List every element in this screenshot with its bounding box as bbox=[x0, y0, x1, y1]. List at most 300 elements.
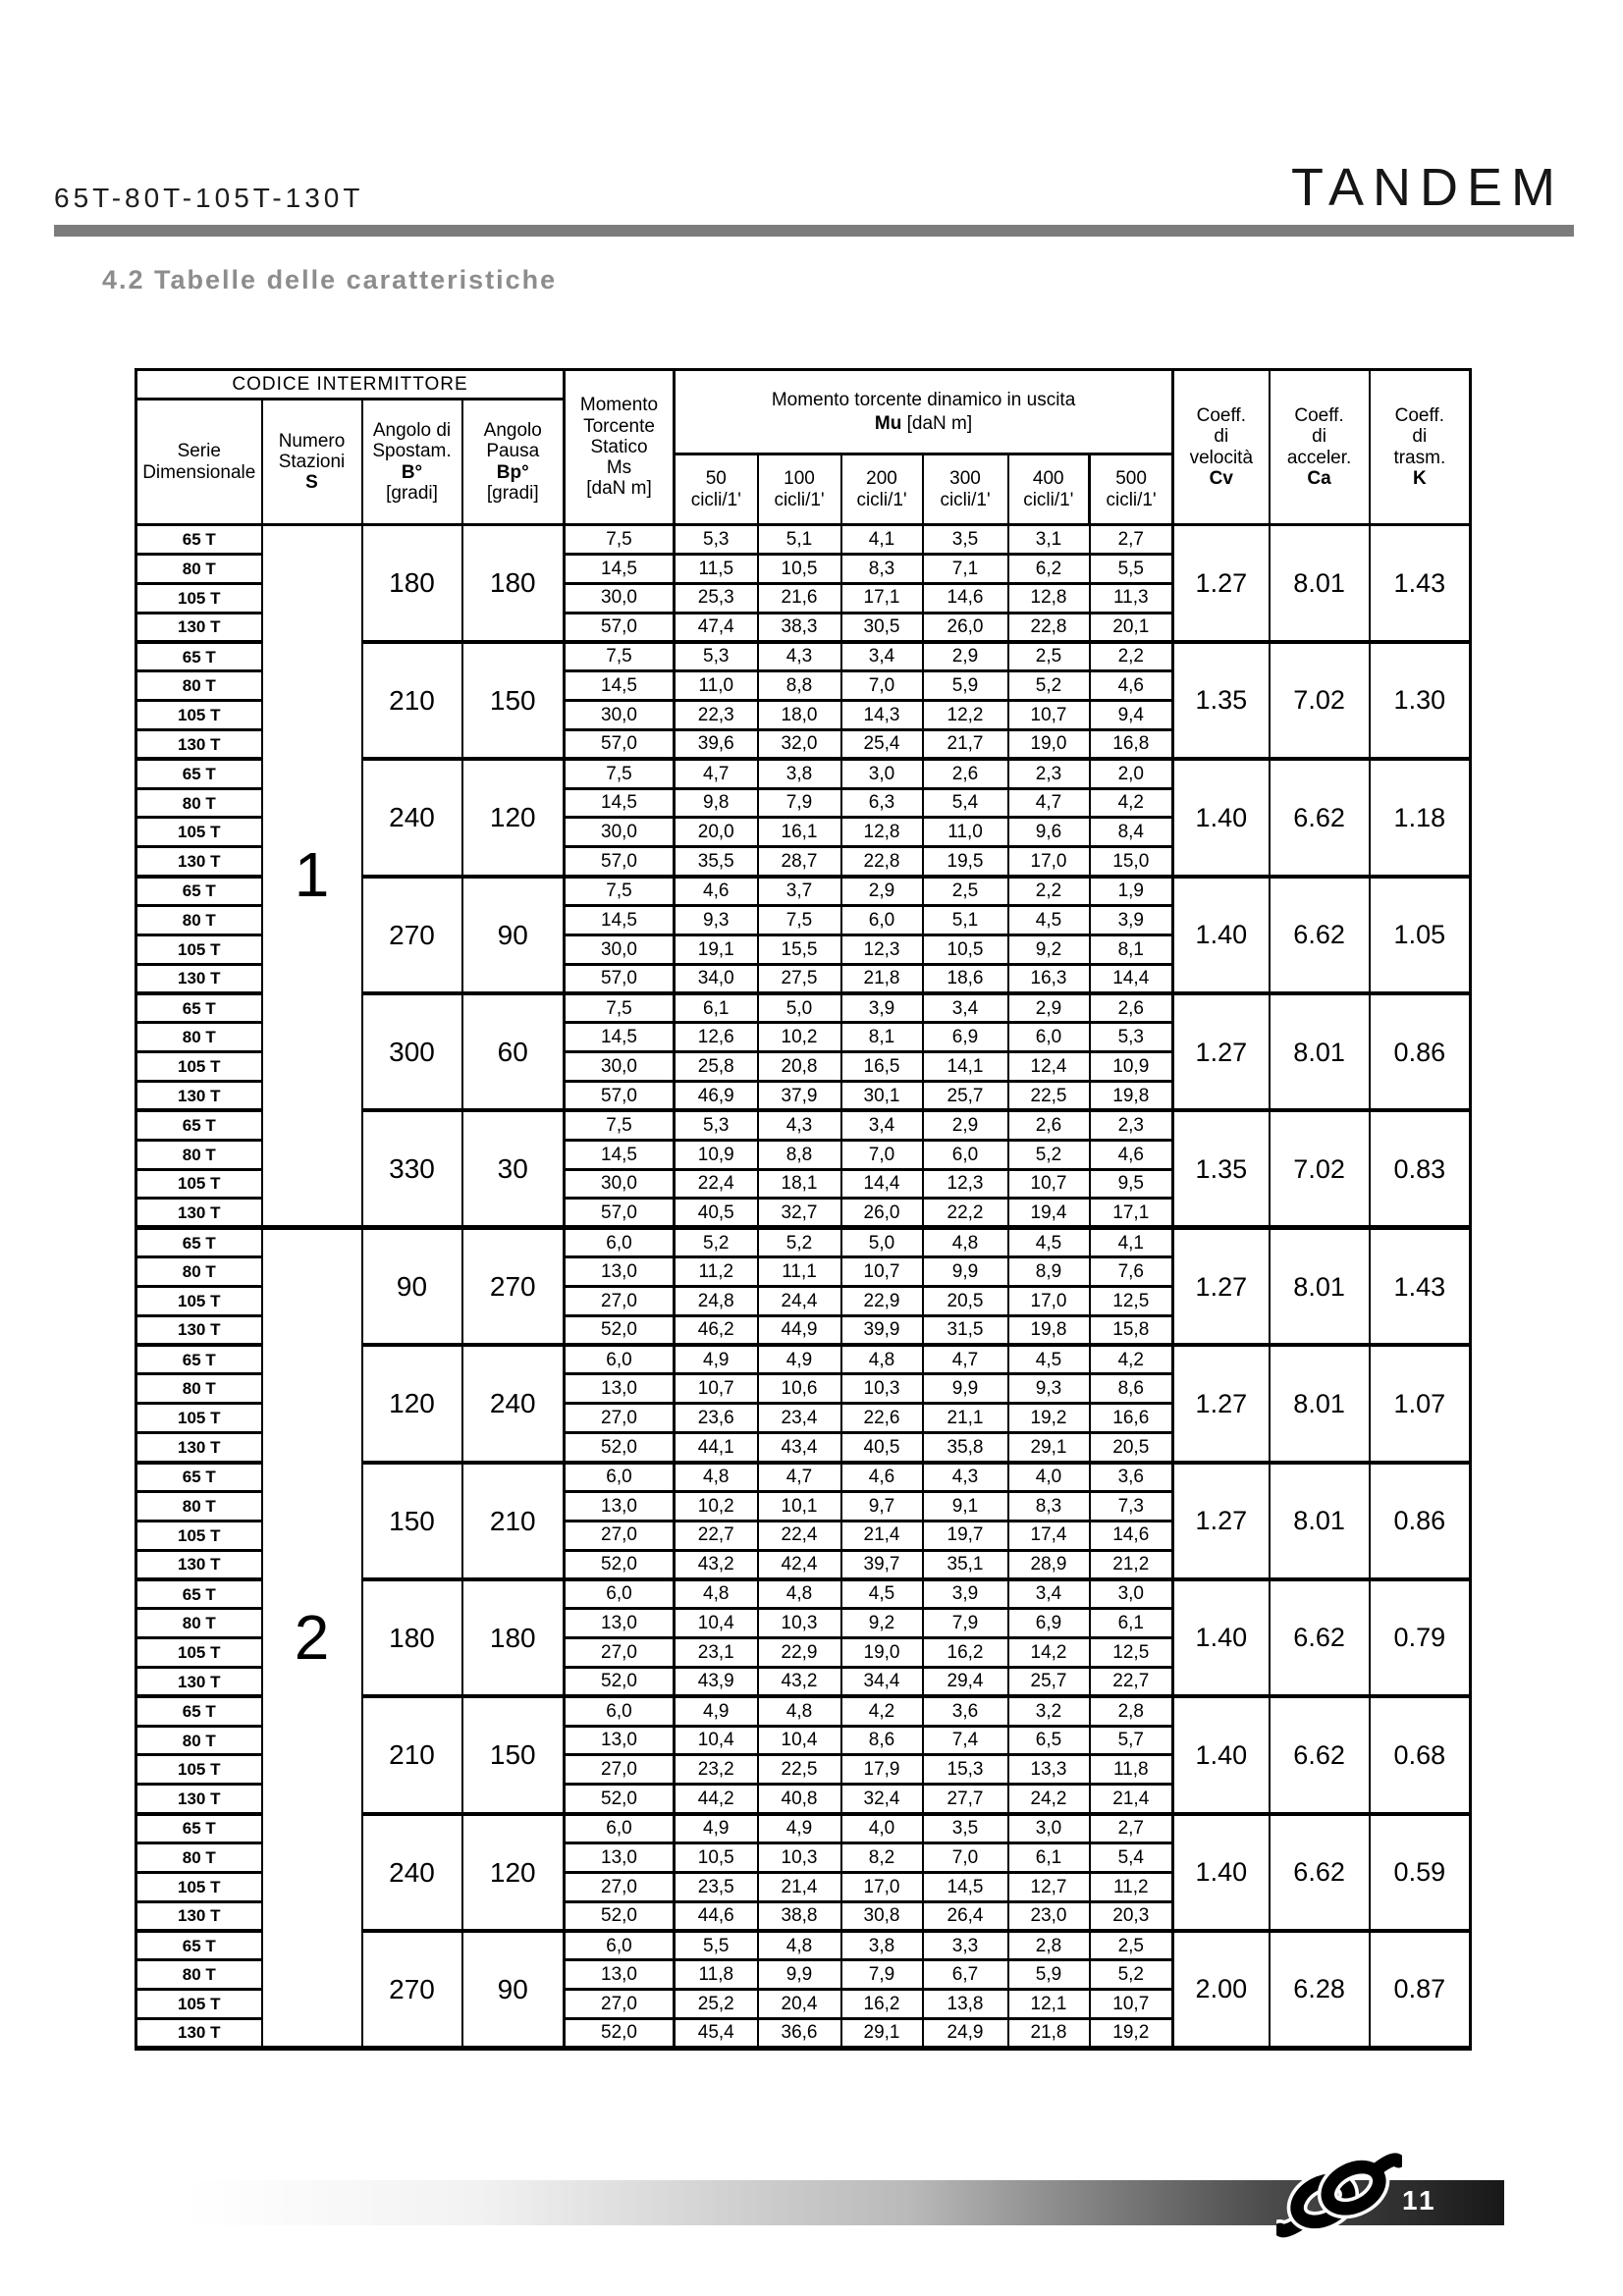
mu-cell: 3,4 bbox=[841, 642, 923, 671]
mu-cell: 8,1 bbox=[1090, 934, 1173, 964]
mu-cell: 9,2 bbox=[841, 1609, 923, 1638]
ms-cell: 30,0 bbox=[565, 934, 675, 964]
mu-cell: 24,8 bbox=[675, 1286, 758, 1315]
mu-cell: 9,5 bbox=[1090, 1169, 1173, 1199]
ms-cell: 52,0 bbox=[565, 1901, 675, 1931]
mu-cell: 6,0 bbox=[923, 1140, 1008, 1169]
ms-cell: 6,0 bbox=[565, 1814, 675, 1843]
mu-cell: 5,0 bbox=[758, 993, 841, 1023]
serie-cell: 80 T bbox=[136, 671, 262, 701]
mu-cell: 22,7 bbox=[1090, 1667, 1173, 1696]
mu-cell: 21,7 bbox=[923, 729, 1008, 759]
serie-cell: 80 T bbox=[136, 905, 262, 934]
mu-cell: 30,8 bbox=[841, 1901, 923, 1931]
mu-cell: 5,2 bbox=[1090, 1960, 1173, 1990]
mu-cell: 4,8 bbox=[675, 1463, 758, 1492]
angolo-spostamento-cell: 330 bbox=[362, 1110, 462, 1227]
mu-cell: 21,8 bbox=[841, 964, 923, 993]
mu-cell: 3,0 bbox=[841, 759, 923, 788]
mu-cell: 34,4 bbox=[841, 1667, 923, 1696]
mu-cell: 17,4 bbox=[1008, 1521, 1090, 1550]
mu-cell: 3,4 bbox=[841, 1110, 923, 1140]
mu-cell: 12,7 bbox=[1008, 1872, 1090, 1901]
mu-cell: 3,3 bbox=[923, 1931, 1008, 1960]
mu-cell: 2,6 bbox=[1090, 993, 1173, 1023]
mu-cell: 14,3 bbox=[841, 701, 923, 730]
mu-cell: 20,3 bbox=[1090, 1901, 1173, 1931]
mu-cell: 4,6 bbox=[1090, 671, 1173, 701]
mu-cell: 44,2 bbox=[675, 1785, 758, 1814]
mu-cell: 20,1 bbox=[1090, 613, 1173, 642]
angolo-pausa-cell: 210 bbox=[462, 1463, 565, 1579]
momento-dinamico-header: Momento torcente dinamico in uscita Mu [daN m] bbox=[675, 370, 1173, 454]
angolo-spostamento-cell: 240 bbox=[362, 1814, 462, 1931]
mu-cell: 12,5 bbox=[1090, 1286, 1173, 1315]
mu-cell: 11,8 bbox=[1090, 1755, 1173, 1785]
stazioni-cell: 2 bbox=[262, 1228, 362, 2049]
mu-cell: 23,4 bbox=[758, 1404, 841, 1433]
mu-cell: 18,6 bbox=[923, 964, 1008, 993]
mu-cell: 24,9 bbox=[923, 2019, 1008, 2049]
mu-cell: 10,7 bbox=[1090, 1990, 1173, 2019]
k-cell: 0.68 bbox=[1370, 1696, 1471, 1813]
mu-cell: 4,3 bbox=[923, 1463, 1008, 1492]
mu-cell: 16,2 bbox=[841, 1990, 923, 2019]
k-cell: 0.86 bbox=[1370, 993, 1471, 1110]
mu-cell: 39,9 bbox=[841, 1315, 923, 1345]
mu-cell: 44,6 bbox=[675, 1901, 758, 1931]
mu-cell: 9,7 bbox=[841, 1491, 923, 1521]
mu-cell: 3,6 bbox=[923, 1696, 1008, 1726]
mu-cell: 10,3 bbox=[758, 1842, 841, 1872]
angolo-spostamento-header: Angolo di Spostam. B° [gradi] bbox=[362, 400, 462, 525]
k-cell: 1.05 bbox=[1370, 877, 1471, 993]
ms-cell: 52,0 bbox=[565, 1315, 675, 1345]
ms-cell: 27,0 bbox=[565, 1521, 675, 1550]
mu-cell: 8,3 bbox=[841, 554, 923, 583]
mu-cell: 5,9 bbox=[1008, 1960, 1090, 1990]
mu-cell: 10,7 bbox=[841, 1257, 923, 1287]
serie-cell: 130 T bbox=[136, 613, 262, 642]
ca-cell: 8.01 bbox=[1270, 993, 1370, 1110]
mu-cell: 22,4 bbox=[758, 1521, 841, 1550]
ms-cell: 13,0 bbox=[565, 1726, 675, 1755]
mu-cell: 2,8 bbox=[1090, 1696, 1173, 1726]
ms-cell: 27,0 bbox=[565, 1404, 675, 1433]
mu-cell: 43,2 bbox=[758, 1667, 841, 1696]
serie-cell: 65 T bbox=[136, 1696, 262, 1726]
codice-intermittore-header: CODICE INTERMITTORE bbox=[136, 370, 565, 400]
coeff-trasm-header: Coeff. di trasm. K bbox=[1370, 370, 1471, 525]
mu-cell: 5,5 bbox=[675, 1931, 758, 1960]
mu-cell: 15,5 bbox=[758, 934, 841, 964]
mu-cell: 3,8 bbox=[841, 1931, 923, 1960]
mu-cell: 16,3 bbox=[1008, 964, 1090, 993]
mu-cell: 19,0 bbox=[841, 1638, 923, 1668]
mu-cell: 7,3 bbox=[1090, 1491, 1173, 1521]
angolo-spostamento-cell: 150 bbox=[362, 1463, 462, 1579]
ms-cell: 30,0 bbox=[565, 818, 675, 847]
ms-cell: 57,0 bbox=[565, 1082, 675, 1111]
mu-cell: 7,0 bbox=[923, 1842, 1008, 1872]
mu-cell: 15,0 bbox=[1090, 847, 1173, 877]
serie-cell: 65 T bbox=[136, 993, 262, 1023]
serie-cell: 80 T bbox=[136, 1140, 262, 1169]
angolo-pausa-cell: 150 bbox=[462, 642, 565, 759]
mu-cell: 47,4 bbox=[675, 613, 758, 642]
mu-cell: 23,1 bbox=[675, 1638, 758, 1668]
cv-cell: 1.27 bbox=[1173, 993, 1270, 1110]
ms-cell: 14,5 bbox=[565, 1023, 675, 1052]
ca-cell: 6.28 bbox=[1270, 1931, 1370, 2048]
angolo-spostamento-cell: 120 bbox=[362, 1345, 462, 1462]
mu-cell: 3,5 bbox=[923, 525, 1008, 555]
mu-cell: 5,2 bbox=[675, 1228, 758, 1257]
mu-cell: 9,9 bbox=[923, 1374, 1008, 1404]
k-cell: 1.43 bbox=[1370, 1228, 1471, 1345]
cycles-500-header: 500 cicli/1' bbox=[1090, 454, 1173, 525]
angolo-pausa-cell: 180 bbox=[462, 525, 565, 642]
mu-cell: 3,2 bbox=[1008, 1696, 1090, 1726]
ms-cell: 7,5 bbox=[565, 1110, 675, 1140]
mu-cell: 17,0 bbox=[1008, 847, 1090, 877]
mu-cell: 16,8 bbox=[1090, 729, 1173, 759]
angolo-spostamento-cell: 270 bbox=[362, 877, 462, 993]
mu-cell: 25,7 bbox=[1008, 1667, 1090, 1696]
ms-cell: 30,0 bbox=[565, 1052, 675, 1082]
ms-cell: 13,0 bbox=[565, 1960, 675, 1990]
mu-cell: 9,9 bbox=[758, 1960, 841, 1990]
cv-cell: 1.40 bbox=[1173, 877, 1270, 993]
mu-cell: 10,6 bbox=[758, 1374, 841, 1404]
mu-cell: 4,8 bbox=[923, 1228, 1008, 1257]
mu-cell: 7,9 bbox=[758, 788, 841, 818]
mu-cell: 2,9 bbox=[841, 877, 923, 906]
mu-cell: 40,8 bbox=[758, 1785, 841, 1814]
ms-cell: 27,0 bbox=[565, 1990, 675, 2019]
mu-cell: 25,4 bbox=[841, 729, 923, 759]
ms-cell: 57,0 bbox=[565, 1199, 675, 1228]
mu-cell: 4,1 bbox=[841, 525, 923, 555]
mu-cell: 10,5 bbox=[675, 1842, 758, 1872]
ms-cell: 27,0 bbox=[565, 1638, 675, 1668]
mu-cell: 5,7 bbox=[1090, 1726, 1173, 1755]
mu-cell: 4,8 bbox=[841, 1345, 923, 1374]
ms-cell: 14,5 bbox=[565, 1140, 675, 1169]
ms-cell: 27,0 bbox=[565, 1755, 675, 1785]
angolo-pausa-cell: 60 bbox=[462, 993, 565, 1110]
mu-cell: 4,5 bbox=[1008, 1228, 1090, 1257]
mu-cell: 26,0 bbox=[841, 1199, 923, 1228]
mu-cell: 2,5 bbox=[923, 877, 1008, 906]
angolo-pausa-cell: 90 bbox=[462, 1931, 565, 2048]
serie-cell: 65 T bbox=[136, 1579, 262, 1609]
mu-cell: 9,8 bbox=[675, 788, 758, 818]
serie-cell: 80 T bbox=[136, 1726, 262, 1755]
mu-cell: 4,0 bbox=[1008, 1463, 1090, 1492]
mu-cell: 43,2 bbox=[675, 1550, 758, 1579]
serie-cell: 65 T bbox=[136, 1463, 262, 1492]
mu-cell: 19,2 bbox=[1008, 1404, 1090, 1433]
mu-cell: 5,2 bbox=[1008, 671, 1090, 701]
mu-cell: 25,7 bbox=[923, 1082, 1008, 1111]
mu-cell: 2,6 bbox=[923, 759, 1008, 788]
mu-cell: 2,0 bbox=[1090, 759, 1173, 788]
mu-cell: 5,4 bbox=[923, 788, 1008, 818]
mu-cell: 10,7 bbox=[675, 1374, 758, 1404]
mu-cell: 28,7 bbox=[758, 847, 841, 877]
mu-cell: 38,3 bbox=[758, 613, 841, 642]
coeff-velocita-header: Coeff. di velocità Cv bbox=[1173, 370, 1270, 525]
mu-cell: 4,9 bbox=[675, 1345, 758, 1374]
k-cell: 0.59 bbox=[1370, 1814, 1471, 1931]
mu-cell: 6,1 bbox=[1090, 1609, 1173, 1638]
mu-cell: 11,2 bbox=[675, 1257, 758, 1287]
mu-cell: 5,3 bbox=[675, 642, 758, 671]
mu-cell: 2,3 bbox=[1090, 1110, 1173, 1140]
mu-cell: 3,6 bbox=[1090, 1463, 1173, 1492]
serie-cell: 130 T bbox=[136, 1082, 262, 1111]
cv-cell: 1.40 bbox=[1173, 1696, 1270, 1813]
serie-cell: 105 T bbox=[136, 1169, 262, 1199]
mu-cell: 22,5 bbox=[758, 1755, 841, 1785]
cycles-200-header: 200 cicli/1' bbox=[841, 454, 923, 525]
mu-cell: 3,9 bbox=[841, 993, 923, 1023]
mu-cell: 25,2 bbox=[675, 1990, 758, 2019]
ms-cell: 13,0 bbox=[565, 1257, 675, 1287]
mu-cell: 10,9 bbox=[1090, 1052, 1173, 1082]
mu-cell: 4,3 bbox=[758, 642, 841, 671]
mu-cell: 10,7 bbox=[1008, 1169, 1090, 1199]
mu-cell: 38,8 bbox=[758, 1901, 841, 1931]
serie-cell: 105 T bbox=[136, 701, 262, 730]
mu-cell: 29,1 bbox=[1008, 1433, 1090, 1463]
mu-cell: 3,0 bbox=[1008, 1814, 1090, 1843]
k-cell: 0.87 bbox=[1370, 1931, 1471, 2048]
mu-cell: 4,6 bbox=[1090, 1140, 1173, 1169]
mu-cell: 45,4 bbox=[675, 2019, 758, 2049]
ms-cell: 6,0 bbox=[565, 1463, 675, 1492]
mu-cell: 5,3 bbox=[675, 525, 758, 555]
ms-cell: 6,0 bbox=[565, 1228, 675, 1257]
mu-cell: 5,4 bbox=[1090, 1842, 1173, 1872]
header-rule bbox=[54, 225, 1574, 237]
mu-cell: 4,8 bbox=[758, 1696, 841, 1726]
mu-cell: 10,4 bbox=[758, 1726, 841, 1755]
ms-cell: 7,5 bbox=[565, 525, 675, 555]
mu-cell: 2,6 bbox=[1008, 1110, 1090, 1140]
mu-cell: 16,5 bbox=[841, 1052, 923, 1082]
mu-cell: 19,1 bbox=[675, 934, 758, 964]
mu-cell: 35,5 bbox=[675, 847, 758, 877]
mu-cell: 23,2 bbox=[675, 1755, 758, 1785]
serie-cell: 105 T bbox=[136, 1755, 262, 1785]
mu-cell: 9,3 bbox=[1008, 1374, 1090, 1404]
mu-cell: 24,4 bbox=[758, 1286, 841, 1315]
mu-cell: 6,9 bbox=[1008, 1609, 1090, 1638]
mu-cell: 13,8 bbox=[923, 1990, 1008, 2019]
cv-cell: 1.40 bbox=[1173, 759, 1270, 876]
mu-cell: 11,3 bbox=[1090, 583, 1173, 613]
mu-cell: 4,1 bbox=[1090, 1228, 1173, 1257]
ca-cell: 7.02 bbox=[1270, 1110, 1370, 1227]
mu-cell: 27,7 bbox=[923, 1785, 1008, 1814]
cv-cell: 1.27 bbox=[1173, 525, 1270, 642]
mu-cell: 8,1 bbox=[841, 1023, 923, 1052]
mu-cell: 35,1 bbox=[923, 1550, 1008, 1579]
mu-cell: 11,0 bbox=[923, 818, 1008, 847]
ms-cell: 14,5 bbox=[565, 788, 675, 818]
cycles-400-header: 400 cicli/1' bbox=[1008, 454, 1090, 525]
mu-cell: 10,1 bbox=[758, 1491, 841, 1521]
mu-cell: 16,1 bbox=[758, 818, 841, 847]
serie-cell: 130 T bbox=[136, 1315, 262, 1345]
characteristics-table bbox=[135, 368, 1472, 2051]
mu-cell: 17,0 bbox=[841, 1872, 923, 1901]
mu-cell: 22,3 bbox=[675, 701, 758, 730]
mu-cell: 12,2 bbox=[923, 701, 1008, 730]
k-cell: 1.07 bbox=[1370, 1345, 1471, 1462]
mu-cell: 22,6 bbox=[841, 1404, 923, 1433]
ms-cell: 6,0 bbox=[565, 1579, 675, 1609]
mu-cell: 2,9 bbox=[923, 1110, 1008, 1140]
mu-cell: 21,4 bbox=[841, 1521, 923, 1550]
mu-cell: 7,0 bbox=[841, 1140, 923, 1169]
mu-cell: 7,0 bbox=[841, 671, 923, 701]
mu-cell: 6,0 bbox=[1008, 1023, 1090, 1052]
mu-cell: 9,9 bbox=[923, 1257, 1008, 1287]
mu-cell: 14,6 bbox=[1090, 1521, 1173, 1550]
angolo-pausa-cell: 120 bbox=[462, 759, 565, 876]
mu-cell: 4,2 bbox=[841, 1696, 923, 1726]
mu-cell: 2,7 bbox=[1090, 525, 1173, 555]
mu-cell: 18,0 bbox=[758, 701, 841, 730]
mu-cell: 4,6 bbox=[841, 1463, 923, 1492]
mu-cell: 6,1 bbox=[1008, 1842, 1090, 1872]
mu-cell: 8,2 bbox=[841, 1842, 923, 1872]
mu-cell: 8,9 bbox=[1008, 1257, 1090, 1287]
momento-statico-header: Momento Torcente Statico Ms [daN m] bbox=[565, 370, 675, 525]
cycles-50-header: 50 cicli/1' bbox=[675, 454, 758, 525]
mu-cell: 14,6 bbox=[923, 583, 1008, 613]
mu-cell: 12,3 bbox=[923, 1169, 1008, 1199]
ca-cell: 6.62 bbox=[1270, 1696, 1370, 1813]
mu-cell: 5,9 bbox=[923, 671, 1008, 701]
ms-cell: 27,0 bbox=[565, 1286, 675, 1315]
brand-wordmark: TANDEM bbox=[1291, 158, 1564, 217]
mu-cell: 4,7 bbox=[675, 759, 758, 788]
mu-cell: 6,7 bbox=[923, 1960, 1008, 1990]
mu-cell: 39,6 bbox=[675, 729, 758, 759]
mu-cell: 22,9 bbox=[758, 1638, 841, 1668]
cv-cell: 1.27 bbox=[1173, 1463, 1270, 1579]
serie-cell: 65 T bbox=[136, 642, 262, 671]
mu-cell: 19,4 bbox=[1008, 1199, 1090, 1228]
mu-cell: 30,5 bbox=[841, 613, 923, 642]
serie-cell: 105 T bbox=[136, 1404, 262, 1433]
mu-cell: 32,0 bbox=[758, 729, 841, 759]
mu-cell: 28,9 bbox=[1008, 1550, 1090, 1579]
mu-cell: 22,5 bbox=[1008, 1082, 1090, 1111]
mu-cell: 21,2 bbox=[1090, 1550, 1173, 1579]
mu-cell: 36,6 bbox=[758, 2019, 841, 2049]
mu-cell: 14,1 bbox=[923, 1052, 1008, 1082]
mu-cell: 11,8 bbox=[675, 1960, 758, 1990]
ms-cell: 57,0 bbox=[565, 964, 675, 993]
mu-cell: 7,9 bbox=[841, 1960, 923, 1990]
mu-cell: 46,2 bbox=[675, 1315, 758, 1345]
angolo-spostamento-cell: 210 bbox=[362, 1696, 462, 1813]
mu-cell: 20,4 bbox=[758, 1990, 841, 2019]
ca-cell: 6.62 bbox=[1270, 1579, 1370, 1696]
ms-cell: 6,0 bbox=[565, 1345, 675, 1374]
cv-cell: 1.40 bbox=[1173, 1579, 1270, 1696]
mu-cell: 4,3 bbox=[758, 1110, 841, 1140]
k-cell: 0.79 bbox=[1370, 1579, 1471, 1696]
serie-cell: 80 T bbox=[136, 788, 262, 818]
mu-cell: 43,4 bbox=[758, 1433, 841, 1463]
serie-cell: 130 T bbox=[136, 1433, 262, 1463]
mu-cell: 9,6 bbox=[1008, 818, 1090, 847]
mu-cell: 22,8 bbox=[1008, 613, 1090, 642]
mu-cell: 16,2 bbox=[923, 1638, 1008, 1668]
serie-cell: 65 T bbox=[136, 877, 262, 906]
mu-cell: 18,1 bbox=[758, 1169, 841, 1199]
mu-cell: 11,2 bbox=[1090, 1872, 1173, 1901]
serie-cell: 130 T bbox=[136, 1667, 262, 1696]
serie-cell: 130 T bbox=[136, 1199, 262, 1228]
angolo-pausa-header: Angolo Pausa Bp° [gradi] bbox=[462, 400, 565, 525]
mu-cell: 22,8 bbox=[841, 847, 923, 877]
serie-cell: 130 T bbox=[136, 729, 262, 759]
mu-cell: 39,7 bbox=[841, 1550, 923, 1579]
mu-cell: 23,0 bbox=[1008, 1901, 1090, 1931]
mu-cell: 22,4 bbox=[675, 1169, 758, 1199]
mu-cell: 4,2 bbox=[1090, 1345, 1173, 1374]
mu-cell: 10,5 bbox=[923, 934, 1008, 964]
mu-cell: 7,6 bbox=[1090, 1257, 1173, 1287]
ca-cell: 7.02 bbox=[1270, 642, 1370, 759]
mu-cell: 21,8 bbox=[1008, 2019, 1090, 2049]
mu-cell: 3,1 bbox=[1008, 525, 1090, 555]
mu-cell: 3,5 bbox=[923, 1814, 1008, 1843]
mu-cell: 26,0 bbox=[923, 613, 1008, 642]
ms-cell: 57,0 bbox=[565, 847, 675, 877]
mu-cell: 8,4 bbox=[1090, 818, 1173, 847]
mu-cell: 4,8 bbox=[758, 1931, 841, 1960]
serie-cell: 80 T bbox=[136, 1257, 262, 1287]
angolo-spostamento-cell: 300 bbox=[362, 993, 462, 1110]
mu-cell: 2,9 bbox=[923, 642, 1008, 671]
serie-cell: 130 T bbox=[136, 1901, 262, 1931]
page-number: 11 bbox=[1402, 2185, 1437, 2216]
mu-cell: 4,9 bbox=[675, 1814, 758, 1843]
ms-cell: 30,0 bbox=[565, 583, 675, 613]
mu-cell: 1,9 bbox=[1090, 877, 1173, 906]
angolo-pausa-cell: 240 bbox=[462, 1345, 565, 1462]
mu-cell: 19,8 bbox=[1008, 1315, 1090, 1345]
mu-cell: 11,1 bbox=[758, 1257, 841, 1287]
mu-cell: 14,4 bbox=[1090, 964, 1173, 993]
mu-cell: 12,1 bbox=[1008, 1990, 1090, 2019]
mu-cell: 5,0 bbox=[841, 1228, 923, 1257]
mu-cell: 10,9 bbox=[675, 1140, 758, 1169]
serie-cell: 80 T bbox=[136, 1491, 262, 1521]
mu-cell: 20,5 bbox=[923, 1286, 1008, 1315]
ca-cell: 8.01 bbox=[1270, 1228, 1370, 1345]
mu-cell: 12,5 bbox=[1090, 1638, 1173, 1668]
mu-cell: 5,1 bbox=[923, 905, 1008, 934]
